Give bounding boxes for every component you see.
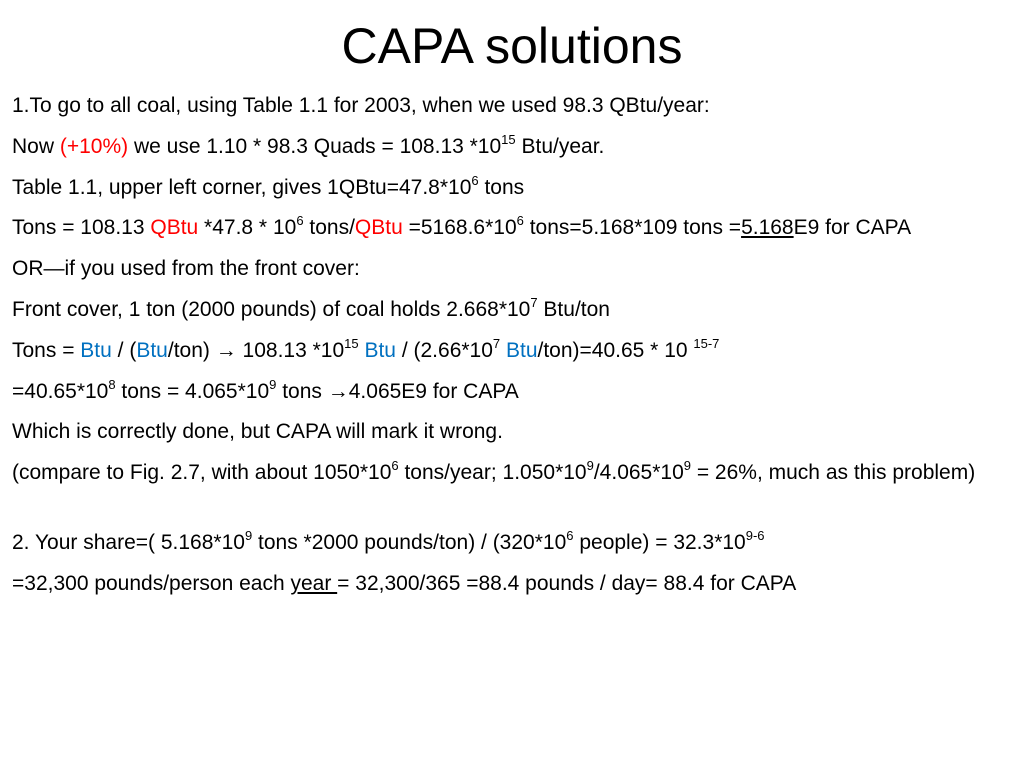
solution-line-1: 1.To go to all coal, using Table 1.1 for 2003, when we used 98.3 QBtu/year: bbox=[12, 94, 710, 117]
solution-line-2: Now (+10%) we use 1.10 * 98.3 Quads = 108.13 $*10^{15}$ Btu/year. bbox=[12, 131, 605, 158]
solution-line-4: Tons = 108.13 QBtu $*47.8 * 10^6$ tons/QBtu $=5168.6*10^6$ tons=5.168*109 tons =5.168E9 for CAPA bbox=[12, 213, 912, 240]
solution-line-5: OR—if you used from the front cover: bbox=[12, 257, 360, 281]
percent-increase: (+10%) bbox=[59, 134, 129, 158]
slide-body bbox=[12, 92, 1016, 611]
solution-line-3: Table 1.1, upper left corner, gives $1QBtu=47.8*10^6$ tons bbox=[12, 172, 525, 199]
solution-line-8: $=40.65*10^8$ tons = $4.065*10^9$ tons →4.065E9 for CAPA bbox=[12, 376, 519, 403]
spacer bbox=[12, 495, 1016, 529]
solution-line-9: Which is correctly done, but CAPA will mark it wrong. bbox=[12, 420, 503, 444]
solution-line-11: 2. Your share=( $5.168*10^9$ tons *2000 pounds/ton) / ($320*10^6$ people) = $32.3*10^{9-6}$ bbox=[12, 528, 765, 555]
slide-title: CAPA solutions bbox=[341, 18, 683, 74]
solution-line-12: =32,300 pounds/person each year = 32,300/365 =88.4 pounds / day= 88.4 for CAPA bbox=[12, 571, 797, 595]
right-arrow-icon: → bbox=[215, 338, 237, 362]
right-arrow-icon: → bbox=[327, 379, 349, 403]
solution-line-6: Front cover, 1 ton (2000 pounds) of coal holds $2.668*10^7$ Btu/ton bbox=[12, 294, 610, 321]
solution-line-10: (compare to Fig. 2.7, with about $1050*10^6$ tons/year; $1.050*10^9/4.065*10^9 = 26\%$, much as this problem) bbox=[12, 458, 976, 485]
solution-line-7: Tons = Btu / (Btu/ton) → 108.13 $*10^{15}$ Btu / ($2.66*10^7$ Btu/ton)=40.65 * 10 $^{15-7}$ bbox=[12, 335, 720, 362]
